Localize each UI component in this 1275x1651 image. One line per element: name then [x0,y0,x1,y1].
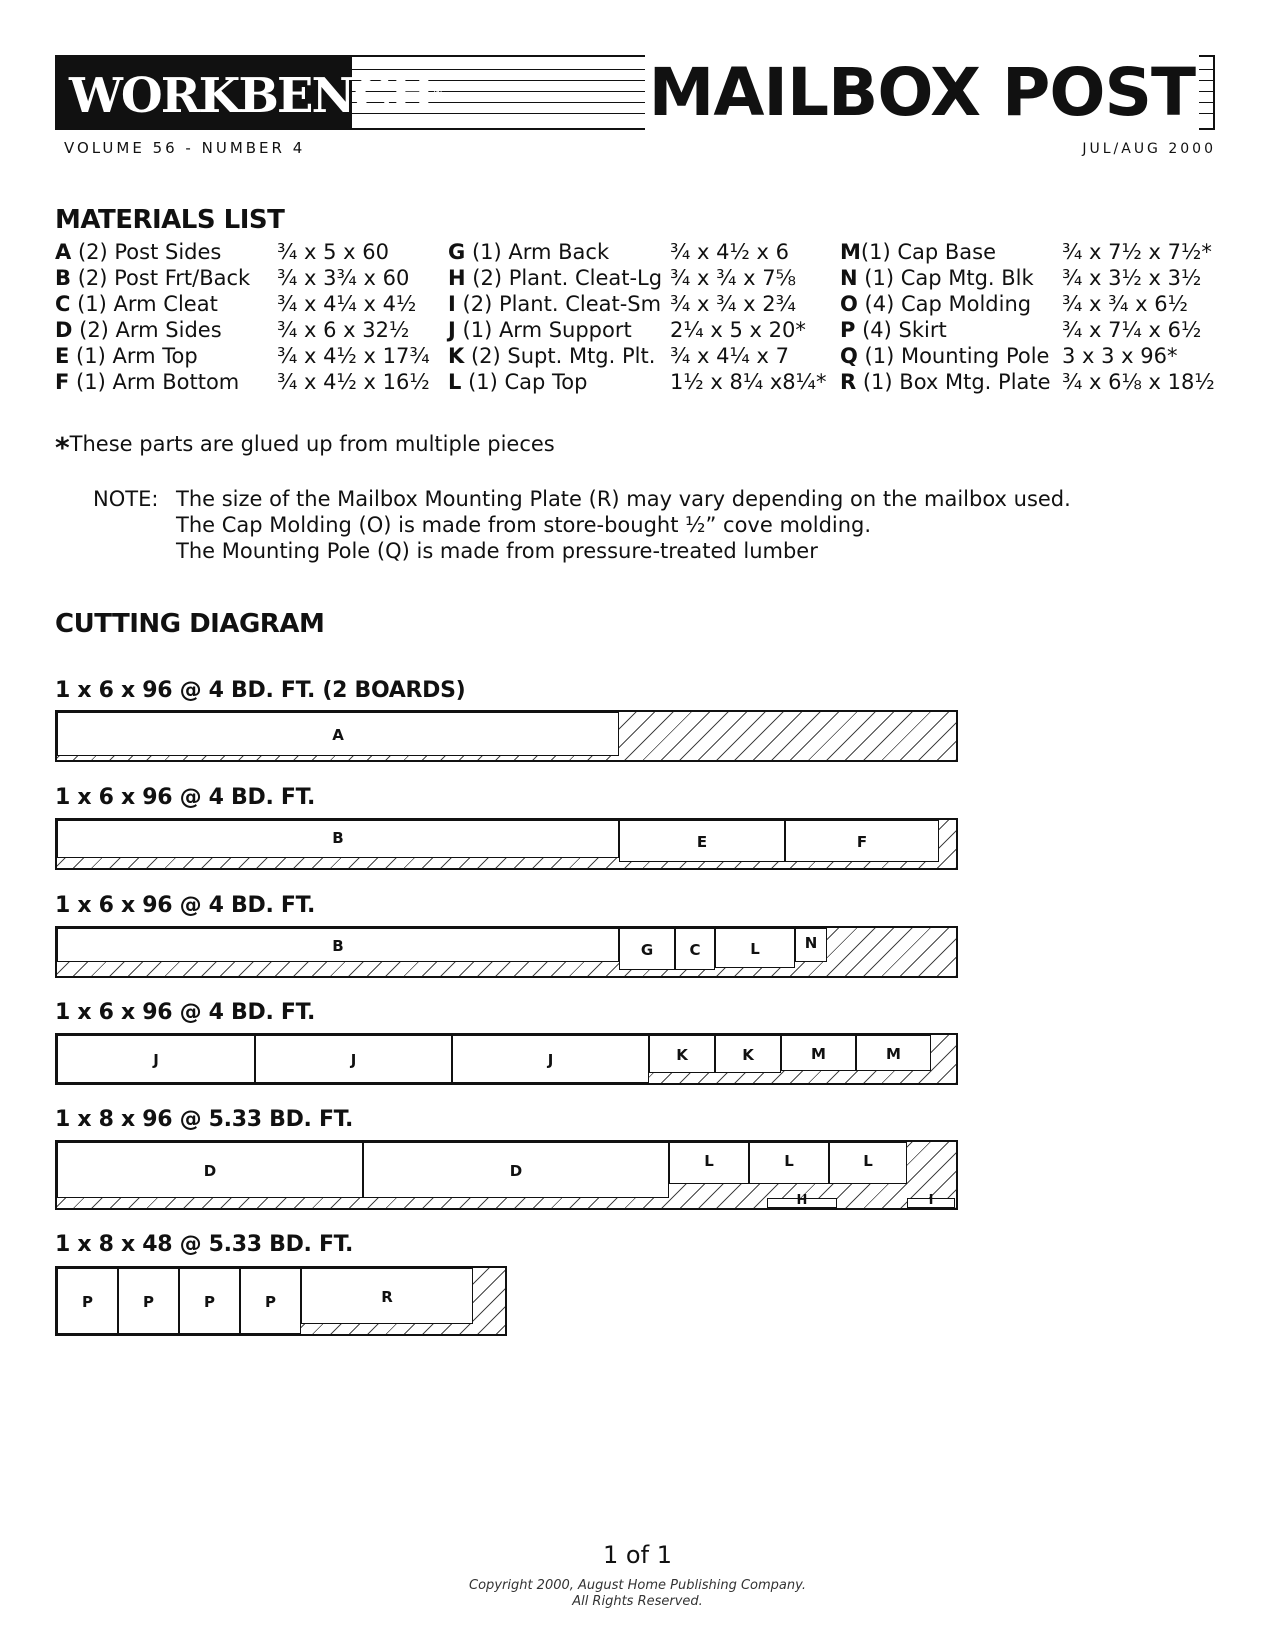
materials-heading: MATERIALS LIST [55,205,285,235]
cut-piece: D [57,1142,363,1198]
material-item: O (4) Cap Molding ¾ x ¾ x 6½ [840,292,1188,316]
cut-piece: J [57,1035,255,1083]
board-label: 1 x 8 x 48 @ 5.33 BD. FT. [55,1232,354,1257]
cut-piece: P [179,1268,240,1334]
cut-piece: G [619,928,675,970]
cut-piece: K [649,1035,715,1073]
cut-piece: B [57,928,619,962]
cut-piece: L [669,1142,749,1184]
cut-piece: H [767,1198,837,1208]
board-label: 1 x 6 x 96 @ 4 BD. FT. [55,1000,316,1025]
material-item: N (1) Cap Mtg. Blk ¾ x 3½ x 3½ [840,266,1202,290]
material-item: G (1) Arm Back ¾ x 4½ x 6 [448,240,789,264]
cut-piece: N [795,928,827,962]
footnote: *These parts are glued up from multiple pieces [55,431,555,464]
material-item: F (1) Arm Bottom ¾ x 4½ x 16½ [55,370,430,394]
brand-logo: WORKBENCH® [57,57,352,128]
issue-date: JUL/AUG 2000 [1082,141,1216,157]
board [55,926,958,978]
cut-piece: D [363,1142,669,1198]
cut-piece: P [240,1268,301,1334]
board-label: 1 x 6 x 96 @ 4 BD. FT. (2 BOARDS) [55,678,466,703]
cut-piece: L [749,1142,829,1184]
note-line: The Mounting Pole (Q) is made from pressure-treated lumber [176,539,818,563]
volume-number: VOLUME 56 - NUMBER 4 [64,139,306,157]
cut-piece: I [907,1198,955,1208]
header-banner [55,55,1215,130]
material-item: M(1) Cap Base ¾ x 7½ x 7½* [840,240,1212,264]
material-item: D (2) Arm Sides ¾ x 6 x 32½ [55,318,410,342]
cut-piece: L [715,928,795,968]
material-item: L (1) Cap Top 1½ x 8¼ x8¼* [448,370,827,394]
board [55,1033,958,1085]
material-item: P (4) Skirt ¾ x 7¼ x 6½ [840,318,1202,342]
cut-piece: B [57,820,619,858]
cut-piece: P [118,1268,179,1334]
material-item: K (2) Supt. Mtg. Plt. ¾ x 4¼ x 7 [448,344,789,368]
board-label: 1 x 6 x 96 @ 4 BD. FT. [55,785,316,810]
cut-piece: R [301,1268,473,1324]
material-item: H (2) Plant. Cleat-Lg ¾ x ¾ x 7⅝ [448,266,796,290]
cut-piece: J [255,1035,452,1083]
cut-piece: P [57,1268,118,1334]
material-item: E (1) Arm Top ¾ x 4½ x 17¾ [55,344,430,368]
cut-piece: L [829,1142,907,1184]
cut-piece: F [785,820,939,862]
cut-piece: C [675,928,715,970]
material-item: C (1) Arm Cleat ¾ x 4¼ x 4½ [55,292,417,316]
material-item: Q (1) Mounting Pole 3 x 3 x 96* [840,344,1178,368]
cut-piece: M [781,1035,856,1071]
page-title: MAILBOX POST [645,55,1199,130]
cut-piece: K [715,1035,781,1073]
note-label: NOTE: [93,487,159,511]
material-item: B (2) Post Frt/Back ¾ x 3¾ x 60 [55,266,410,290]
copyright: Copyright 2000, August Home Publishing Company. All Rights Reserved. [469,1578,806,1609]
board [55,818,958,870]
board-label: 1 x 8 x 96 @ 5.33 BD. FT. [55,1107,354,1132]
page-number: 1 of 1 [603,1541,672,1569]
note-line: The size of the Mailbox Mounting Plate (R) may vary depending on the mailbox used. [176,487,1071,511]
material-item: I (2) Plant. Cleat-Sm ¾ x ¾ x 2¾ [448,292,796,316]
board [55,710,958,762]
material-item: R (1) Box Mtg. Plate ¾ x 6⅛ x 18½ [840,370,1215,394]
material-item: A (2) Post Sides ¾ x 5 x 60 [55,240,389,264]
cut-piece: E [619,820,785,862]
cutting-heading: CUTTING DIAGRAM [55,609,325,639]
material-item: J (1) Arm Support 2¼ x 5 x 20* [448,318,806,342]
cut-piece: A [57,712,619,756]
cut-piece: J [452,1035,649,1083]
cut-piece: M [856,1035,931,1071]
board [55,1266,507,1336]
note-line: The Cap Molding (O) is made from store-bought ½” cove molding. [176,513,872,537]
board-label: 1 x 6 x 96 @ 4 BD. FT. [55,893,316,918]
board [55,1140,958,1210]
